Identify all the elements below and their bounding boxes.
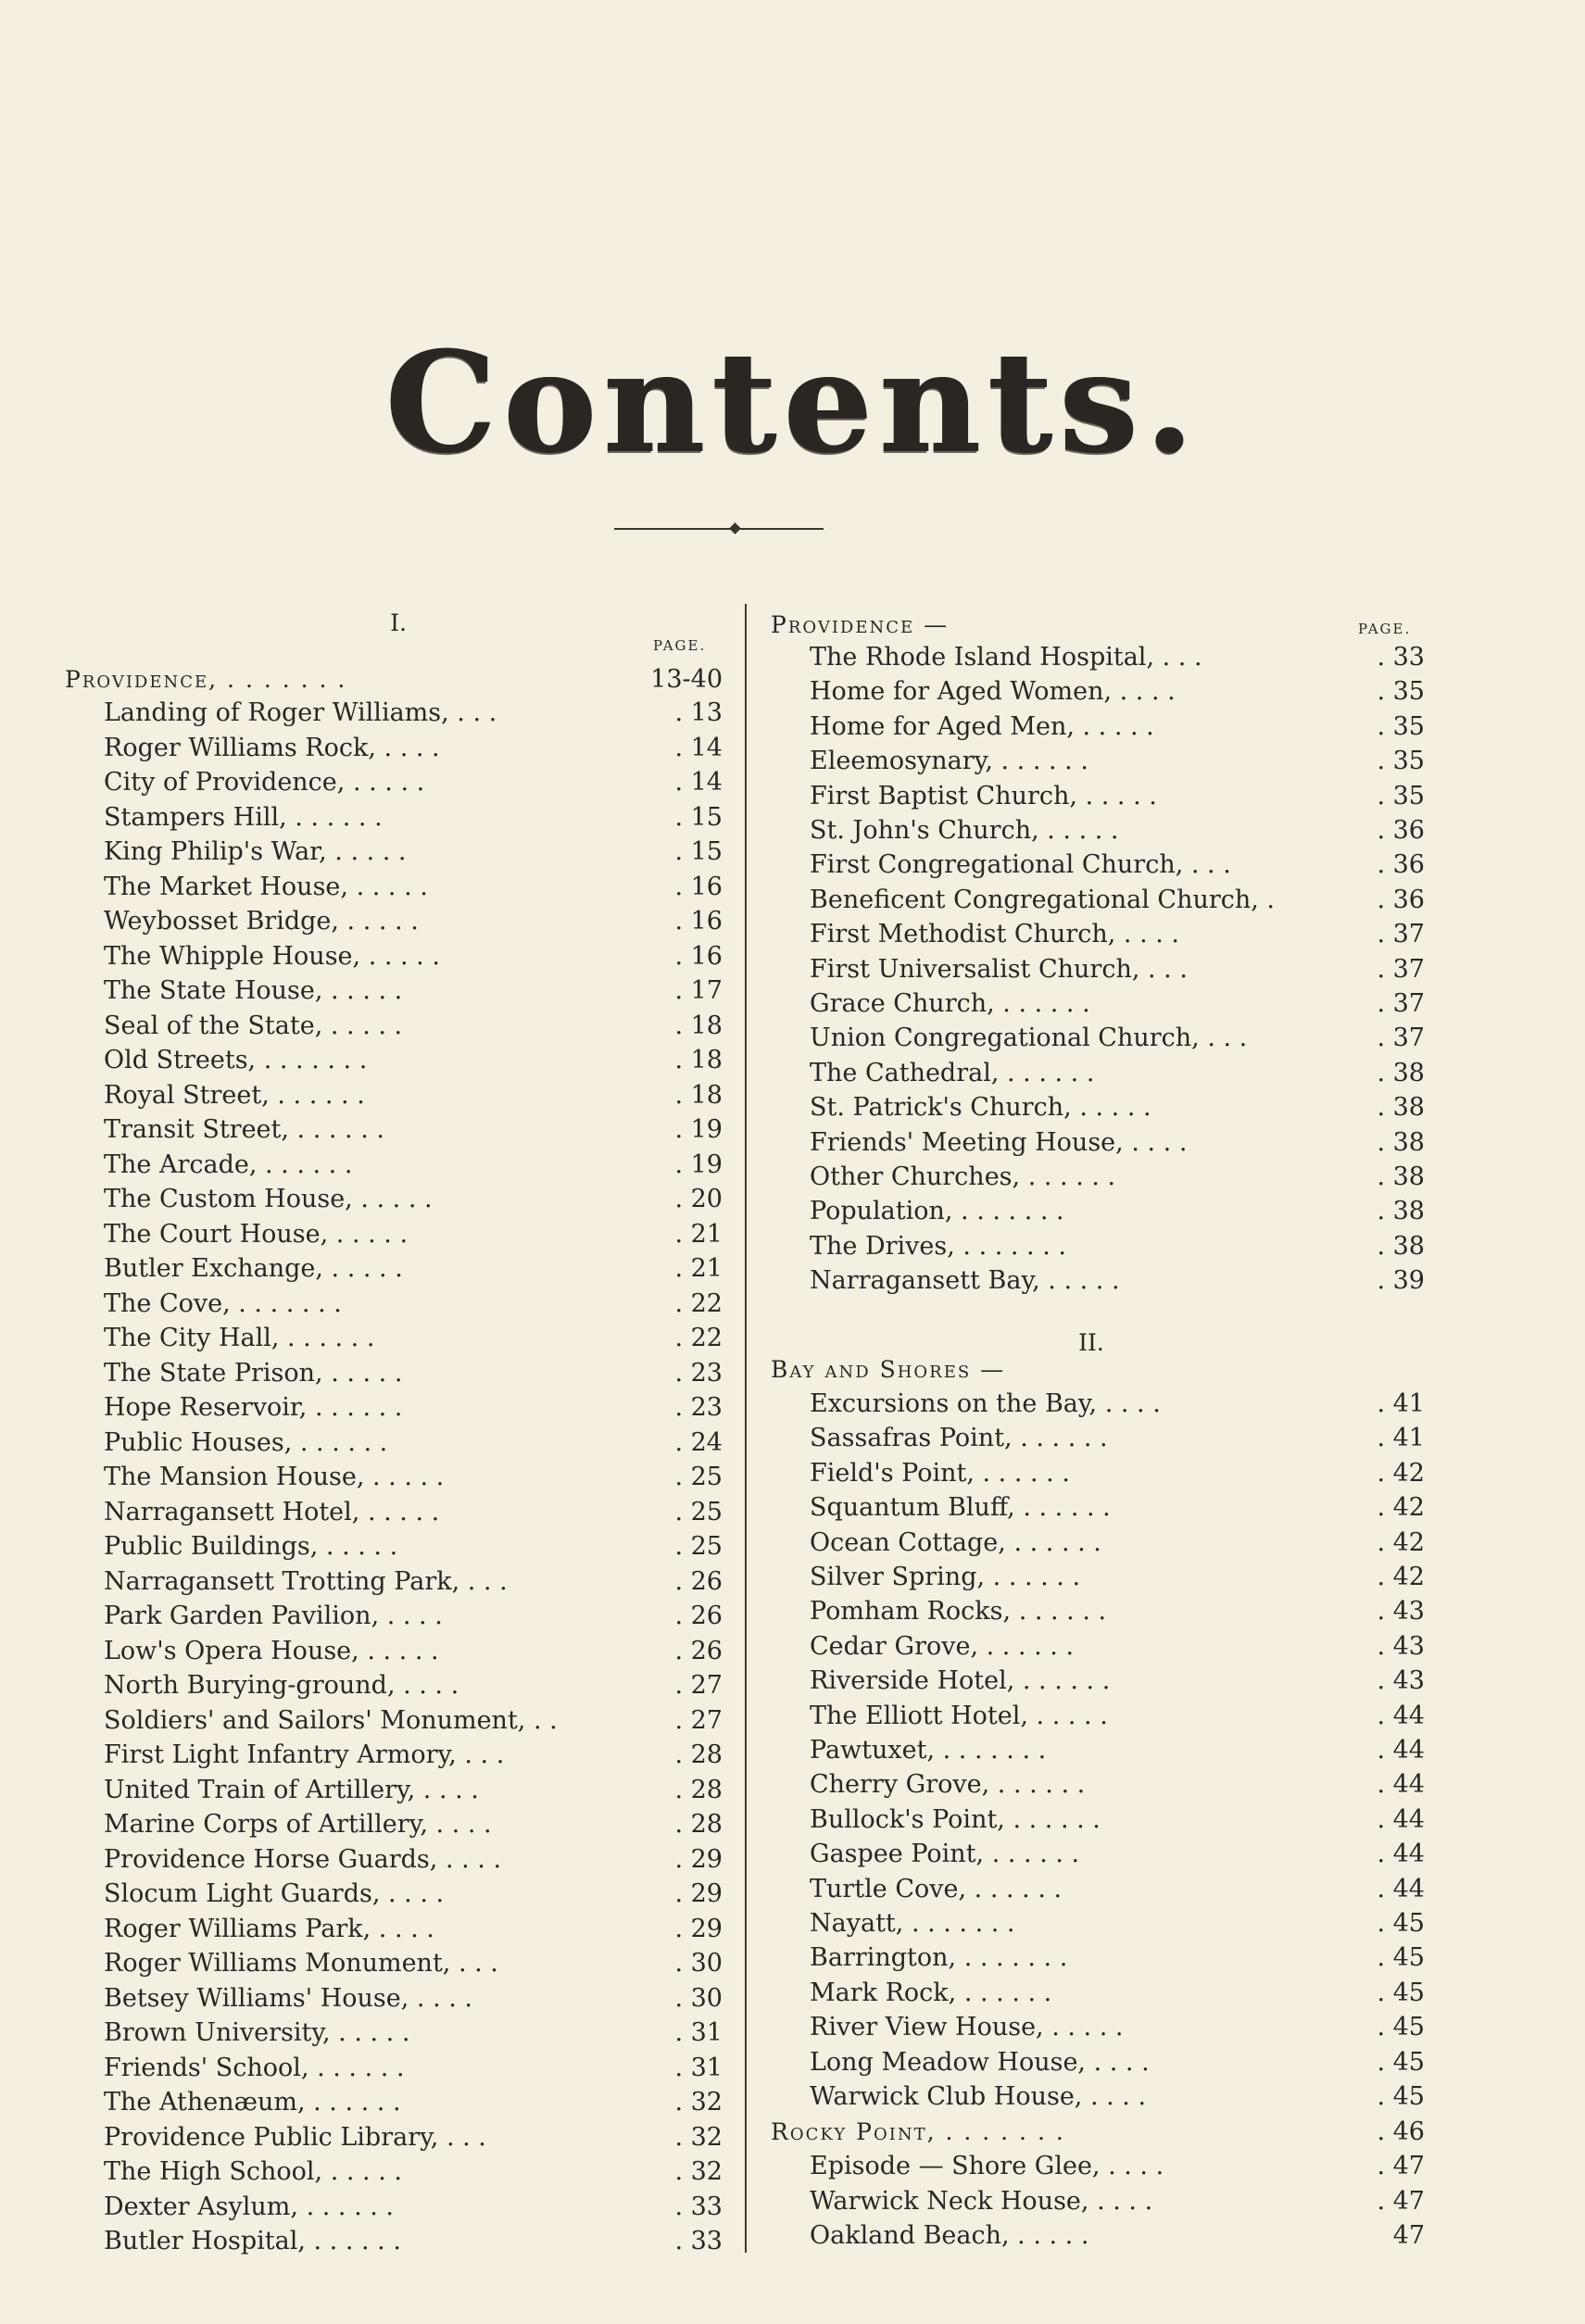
entry-page: . 32 <box>674 2157 723 2186</box>
entry-title: Home for Aged Men, . . . . . <box>810 711 1154 741</box>
entry-page: . 25 <box>674 1463 723 1491</box>
page-label-right: PAGE. <box>1358 621 1412 637</box>
toc-entry[interactable] <box>810 848 1425 882</box>
toc-entry[interactable] <box>104 1981 723 2016</box>
toc-entry[interactable] <box>104 1703 723 1738</box>
entry-title: Dexter Asylum, . . . . . . <box>104 2192 394 2221</box>
entry-title: Pawtuxet, . . . . . . . <box>810 1736 1047 1765</box>
entry-title: Rocky Point, . . . . . . . <box>771 2118 1065 2145</box>
entry-page: . 35 <box>1377 677 1425 707</box>
entry-title: First Congregational Church, . . . <box>810 850 1231 880</box>
entry-page: . 16 <box>674 872 723 901</box>
entry-title: Oakland Beach, . . . . . <box>810 2221 1089 2250</box>
entry-title: Nayatt, . . . . . . . <box>810 1909 1015 1938</box>
toc-entry[interactable] <box>104 1321 723 1355</box>
toc-entry[interactable] <box>104 1564 723 1599</box>
toc-entry[interactable] <box>104 1148 723 1182</box>
toc-entry[interactable] <box>810 813 1425 848</box>
toc-entry[interactable] <box>104 1251 723 1286</box>
toc-entry[interactable] <box>810 1976 1425 2010</box>
toc-entry[interactable] <box>104 2224 723 2258</box>
entry-page: . 14 <box>674 768 723 797</box>
entry-title: Friends' Meeting House, . . . . <box>810 1127 1188 1157</box>
entry-title: First Methodist Church, . . . . <box>810 920 1179 949</box>
entry-page: . 31 <box>674 2018 723 2047</box>
toc-entry[interactable] <box>104 765 723 799</box>
toc-entry[interactable] <box>104 1460 723 1494</box>
toc-entry[interactable] <box>810 2079 1425 2114</box>
entry-title: North Burying-ground, . . . . <box>104 1671 459 1700</box>
entry-title: St. John's Church, . . . . . <box>810 816 1119 845</box>
toc-entry[interactable] <box>104 939 723 974</box>
entry-title: St. Patrick's Church, . . . . . <box>810 1093 1151 1123</box>
entry-page: . 36 <box>1377 885 1425 914</box>
entry-title: The High School, . . . . . <box>104 2157 402 2186</box>
entry-title: The State Prison, . . . . . <box>104 1358 403 1388</box>
toc-entry[interactable] <box>104 1529 723 1564</box>
toc-entry[interactable] <box>810 2184 1425 2218</box>
toc-entry[interactable] <box>104 2120 723 2154</box>
entry-title: Beneficent Congregational Church, . <box>810 885 1276 914</box>
entry-page: . 27 <box>674 1705 723 1735</box>
entry-title: Betsey Williams' House, . . . . <box>104 1983 472 2013</box>
toc-entry[interactable] <box>810 1629 1425 1664</box>
entry-title: The Drives, . . . . . . . <box>810 1231 1066 1261</box>
toc-entry[interactable] <box>810 674 1425 709</box>
toc-entry[interactable] <box>810 640 1425 674</box>
toc-entry[interactable] <box>810 779 1425 813</box>
toc-entry[interactable] <box>810 1837 1425 1871</box>
toc-entry[interactable] <box>810 883 1425 917</box>
entry-title: River View House, . . . . . <box>810 2013 1124 2042</box>
toc-entry[interactable] <box>810 2045 1425 2079</box>
entry-title: The State House, . . . . . <box>104 976 403 1005</box>
entry-title: The Athenæum, . . . . . . <box>104 2088 401 2117</box>
entry-title: Pomham Rocks, . . . . . . <box>810 1597 1107 1627</box>
entry-page: . 42 <box>1377 1458 1425 1488</box>
entry-title: Eleemosynary, . . . . . . <box>810 747 1088 776</box>
entry-page: . 29 <box>674 1879 723 1908</box>
entry-page: . 32 <box>674 2122 723 2152</box>
entry-title: Mark Rock, . . . . . . <box>810 1978 1052 2007</box>
entry-page: . 16 <box>674 941 723 971</box>
entry-page: . 29 <box>674 1844 723 1874</box>
entry-page: . 44 <box>1377 1701 1425 1730</box>
entry-title: Soldiers' and Sailors' Monument, . . <box>104 1705 558 1735</box>
entry-page: . 35 <box>1377 781 1425 810</box>
entry-title: Stampers Hill, . . . . . . <box>104 802 383 832</box>
section-number-right: II. <box>1078 1329 1104 1356</box>
entry-page: . 33 <box>674 2192 723 2221</box>
entry-title: Butler Hospital, . . . . . . <box>104 2227 401 2255</box>
entry-title: Riverside Hotel, . . . . . . <box>810 1666 1111 1696</box>
title-rule <box>614 528 824 530</box>
entry-title: Cedar Grove, . . . . . . <box>810 1631 1075 1661</box>
entry-page: . 25 <box>674 1497 723 1526</box>
entry-title: First Light Infantry Armory, . . . <box>104 1740 505 1769</box>
toc-entry[interactable] <box>104 1912 723 1946</box>
entry-title: Royal Street, . . . . . . <box>104 1080 365 1110</box>
entry-title: The Cove, . . . . . . . <box>104 1288 342 1318</box>
toc-entry[interactable] <box>104 2051 723 2085</box>
entry-page: . 28 <box>674 1775 723 1804</box>
toc-entry[interactable] <box>104 1668 723 1702</box>
toc-entry[interactable] <box>104 1599 723 1633</box>
toc-entry[interactable] <box>104 2154 723 2189</box>
toc-entry[interactable] <box>810 744 1425 778</box>
toc-entry[interactable] <box>104 1043 723 1077</box>
entry-page: . 44 <box>1377 1804 1425 1834</box>
toc-entry[interactable] <box>104 800 723 835</box>
page-label-left: PAGE. <box>653 637 707 654</box>
entry-page: . 21 <box>674 1219 723 1249</box>
entry-title: Roger Williams Monument, . . . <box>104 1949 498 1978</box>
entry-title: Ocean Cottage, . . . . . . <box>810 1527 1101 1557</box>
entry-page: . 37 <box>1377 920 1425 949</box>
toc-entry[interactable] <box>810 1021 1425 1055</box>
rule-ornament <box>729 522 741 534</box>
entry-page: 13-40 <box>650 665 723 694</box>
entry-title: Seal of the State, . . . . . <box>104 1011 403 1040</box>
toc-entry[interactable] <box>810 1526 1425 1560</box>
toc-entry[interactable] <box>104 1807 723 1841</box>
entry-page: . 16 <box>674 907 723 936</box>
entry-title: Field's Point, . . . . . . <box>810 1458 1070 1488</box>
entry-page: . 46 <box>1377 2117 1425 2146</box>
toc-entry[interactable] <box>104 1738 723 1772</box>
entry-title: Providence Horse Guards, . . . . <box>104 1844 502 1874</box>
toc-entry[interactable] <box>104 1634 723 1668</box>
entry-title: Union Congregational Church, . . . <box>810 1024 1248 1053</box>
entry-title: Narragansett Bay, . . . . . <box>810 1266 1120 1296</box>
entry-page: . 45 <box>1377 1909 1425 1938</box>
entry-page: . 33 <box>1377 643 1425 672</box>
entry-title: Home for Aged Women, . . . . <box>810 677 1176 707</box>
entry-title: City of Providence, . . . . . <box>104 768 425 797</box>
entry-page: . 45 <box>1377 2013 1425 2042</box>
entry-page: . 36 <box>1377 850 1425 880</box>
entry-title: Sassafras Point, . . . . . . <box>810 1424 1108 1453</box>
section-header-providence-cont: Providence — <box>771 611 950 638</box>
entry-title: Grace Church, . . . . . . <box>810 989 1090 1018</box>
toc-entry[interactable] <box>810 1594 1425 1628</box>
entry-page: . 36 <box>1377 816 1425 845</box>
entry-title: Long Meadow House, . . . . <box>810 2047 1150 2077</box>
toc-entry[interactable] <box>104 1217 723 1251</box>
page-title: Contents. <box>384 321 1201 484</box>
toc-entry[interactable] <box>104 2016 723 2050</box>
entry-page: . 44 <box>1377 1874 1425 1903</box>
entry-page: . 25 <box>674 1532 723 1561</box>
entry-page: . 38 <box>1377 1197 1425 1226</box>
entry-title: Bullock's Point, . . . . . . <box>810 1804 1101 1834</box>
section-header-providence[interactable] <box>65 662 723 697</box>
entry-page: . 45 <box>1377 1978 1425 2007</box>
toc-entry[interactable] <box>104 696 723 730</box>
entry-page: . 42 <box>1377 1493 1425 1523</box>
entry-title: The Cathedral, . . . . . . <box>810 1058 1095 1087</box>
toc-entry[interactable] <box>810 1560 1425 1594</box>
entry-title: Landing of Roger Williams, . . . <box>104 698 497 727</box>
entry-title: Butler Exchange, . . . . . <box>104 1254 403 1283</box>
entry-title: Narragansett Hotel, . . . . . <box>104 1497 440 1526</box>
entry-title: Friends' School, . . . . . . <box>104 2053 405 2082</box>
toc-entry[interactable] <box>104 1009 723 1043</box>
entry-page: . 38 <box>1377 1093 1425 1123</box>
entry-page: . 47 <box>1377 2186 1425 2216</box>
toc-entry[interactable] <box>104 1842 723 1877</box>
entry-page: . 38 <box>1377 1058 1425 1087</box>
entry-title: Narragansett Trotting Park, . . . <box>104 1566 508 1596</box>
toc-entry[interactable] <box>810 1421 1425 1455</box>
toc-entry[interactable] <box>104 835 723 869</box>
toc-entry[interactable] <box>104 731 723 765</box>
toc-entry[interactable] <box>810 1387 1425 1421</box>
section-header-rocky-point[interactable] <box>771 2115 1425 2149</box>
entry-title: The Market House, . . . . . <box>104 872 428 901</box>
entry-title: Roger Williams Rock, . . . . <box>104 733 440 762</box>
entry-page: . 44 <box>1377 1736 1425 1765</box>
entry-title: The Whipple House, . . . . . <box>104 941 440 971</box>
entry-title: Population, . . . . . . . <box>810 1197 1064 1226</box>
toc-entry[interactable] <box>104 1877 723 1911</box>
entry-page: . 26 <box>674 1566 723 1596</box>
entry-page: . 37 <box>1377 989 1425 1018</box>
entry-page: . 18 <box>674 1080 723 1110</box>
toc-entry[interactable] <box>104 2085 723 2119</box>
entry-title: Squantum Bluff, . . . . . . <box>810 1493 1111 1523</box>
entry-page: . 39 <box>1377 1266 1425 1296</box>
entry-title: The Elliott Hotel, . . . . . <box>810 1701 1108 1730</box>
section-number-left: I. <box>390 609 407 636</box>
entry-title: The Mansion House, . . . . . <box>104 1463 445 1491</box>
column-divider <box>745 604 747 2253</box>
entry-page: . 26 <box>674 1602 723 1630</box>
entry-title: Cherry Grove, . . . . . . <box>810 1770 1086 1800</box>
toc-entry[interactable] <box>810 1490 1425 1525</box>
entry-page: . 20 <box>674 1185 723 1213</box>
toc-entry[interactable] <box>104 1426 723 1460</box>
entry-title: Public Buildings, . . . . . <box>104 1532 398 1561</box>
entry-title: Marine Corps of Artillery, . . . . <box>104 1810 492 1839</box>
toc-entry[interactable] <box>810 2010 1425 2044</box>
section-header-bay-and-shores: Bay and Shores — <box>771 1356 1006 1383</box>
toc-entry[interactable] <box>810 917 1425 951</box>
entry-title: Brown University, . . . . . <box>104 2018 410 2047</box>
entry-title: First Universalist Church, . . . <box>810 954 1188 984</box>
entry-title: Weybosset Bridge, . . . . . <box>104 907 419 936</box>
toc-entry[interactable] <box>810 1664 1425 1698</box>
entry-page: 47 <box>1392 2221 1425 2250</box>
toc-entry[interactable] <box>104 870 723 904</box>
toc-entry[interactable] <box>810 1906 1425 1941</box>
entry-title: Gaspee Point, . . . . . . <box>810 1840 1080 1869</box>
entry-title: Warwick Neck House, . . . . <box>810 2186 1153 2216</box>
entry-title: The Rhode Island Hospital, . . . <box>810 643 1202 672</box>
entry-page: . 47 <box>1377 2152 1425 2180</box>
toc-entry[interactable] <box>104 1495 723 1529</box>
toc-entry[interactable] <box>810 1194 1425 1228</box>
toc-entry[interactable] <box>810 986 1425 1021</box>
entry-title: Public Houses, . . . . . . <box>104 1427 388 1457</box>
entry-title: Hope Reservoir, . . . . . . <box>104 1393 403 1422</box>
entry-title: The City Hall, . . . . . . <box>104 1324 375 1352</box>
entry-page: . 15 <box>674 802 723 832</box>
toc-entry[interactable] <box>810 2218 1425 2253</box>
toc-entry[interactable] <box>810 1056 1425 1090</box>
entry-title: Silver Spring, . . . . . . <box>810 1563 1081 1591</box>
entry-page: . 24 <box>674 1427 723 1457</box>
entry-page: . 37 <box>1377 1024 1425 1053</box>
entry-title: King Philip's War, . . . . . <box>104 837 407 866</box>
toc-entry[interactable] <box>810 1872 1425 1906</box>
entry-page: . 31 <box>674 2053 723 2082</box>
entry-title: Other Churches, . . . . . . <box>810 1162 1116 1191</box>
entry-title: Roger Williams Park, . . . . <box>104 1914 434 1943</box>
entry-page: . 42 <box>1377 1563 1425 1591</box>
entry-page: . 41 <box>1377 1424 1425 1453</box>
toc-entry[interactable] <box>104 1287 723 1321</box>
entry-page: . 43 <box>1377 1666 1425 1696</box>
entry-page: . 28 <box>674 1810 723 1839</box>
entry-page: . 23 <box>674 1393 723 1422</box>
entry-page: . 45 <box>1377 2047 1425 2077</box>
toc-entry[interactable] <box>104 1946 723 1980</box>
toc-entry[interactable] <box>810 710 1425 744</box>
entry-page: . 35 <box>1377 711 1425 741</box>
entry-page: . 19 <box>674 1149 723 1179</box>
entry-title: The Court House, . . . . . <box>104 1219 409 1249</box>
toc-entry[interactable] <box>810 1767 1425 1802</box>
entry-page: . 38 <box>1377 1231 1425 1261</box>
entry-title: Excursions on the Bay, . . . . <box>810 1389 1161 1418</box>
entry-page: . 38 <box>1377 1127 1425 1157</box>
entry-page: . 38 <box>1377 1162 1425 1191</box>
entry-page: . 44 <box>1377 1840 1425 1869</box>
entry-page: . 27 <box>674 1671 723 1700</box>
toc-entry[interactable] <box>810 1263 1425 1298</box>
entry-page: . 14 <box>674 733 723 762</box>
entry-title: Episode — Shore Glee, . . . . <box>810 2152 1164 2180</box>
entry-page: . 21 <box>674 1254 723 1283</box>
entry-title: The Custom House, . . . . . <box>104 1185 433 1213</box>
toc-entry[interactable] <box>104 2190 723 2224</box>
toc-entry[interactable] <box>810 1229 1425 1263</box>
entry-page: . 30 <box>674 1949 723 1978</box>
entry-page: . 42 <box>1377 1527 1425 1557</box>
toc-entry[interactable] <box>104 1112 723 1147</box>
entry-page: . 23 <box>674 1358 723 1388</box>
entry-page: . 44 <box>1377 1770 1425 1800</box>
entry-title: Slocum Light Guards, . . . . <box>104 1879 445 1908</box>
entry-page: . 18 <box>674 1011 723 1040</box>
entry-page: . 19 <box>674 1115 723 1144</box>
toc-entry[interactable] <box>810 1699 1425 1733</box>
toc-entry[interactable] <box>810 1803 1425 1837</box>
entry-title: Low's Opera House, . . . . . <box>104 1636 439 1665</box>
entry-page: . 45 <box>1377 1943 1425 1973</box>
entry-page: . 28 <box>674 1740 723 1769</box>
entry-page: . 15 <box>674 837 723 866</box>
entry-page: . 13 <box>674 698 723 727</box>
entry-page: . 41 <box>1377 1389 1425 1418</box>
toc-entry[interactable] <box>810 952 1425 986</box>
entry-title: Providence, . . . . . . . <box>65 666 347 693</box>
entry-page: . 33 <box>674 2227 723 2255</box>
toc-entry[interactable] <box>810 2149 1425 2183</box>
entry-page: . 29 <box>674 1914 723 1943</box>
toc-entry[interactable] <box>810 1090 1425 1124</box>
entry-page: . 18 <box>674 1046 723 1074</box>
entry-page: . 37 <box>1377 954 1425 984</box>
entry-page: . 22 <box>674 1288 723 1318</box>
toc-entry[interactable] <box>810 1733 1425 1767</box>
entry-page: . 32 <box>674 2088 723 2117</box>
entry-page: . 43 <box>1377 1597 1425 1627</box>
entry-page: . 45 <box>1377 2082 1425 2111</box>
toc-entry[interactable] <box>810 1125 1425 1160</box>
entry-page: . 22 <box>674 1324 723 1352</box>
entry-page: . 17 <box>674 976 723 1005</box>
entry-title: Warwick Club House, . . . . <box>810 2082 1147 2111</box>
entry-page: . 35 <box>1377 747 1425 776</box>
entry-title: Barrington, . . . . . . . <box>810 1943 1068 1973</box>
entry-title: Providence Public Library, . . . <box>104 2122 486 2152</box>
entry-title: United Train of Artillery, . . . . <box>104 1775 479 1804</box>
entry-title: Park Garden Pavilion, . . . . <box>104 1602 443 1630</box>
entry-page: . 26 <box>674 1636 723 1665</box>
toc-entry[interactable] <box>104 904 723 938</box>
toc-entry[interactable] <box>810 1160 1425 1194</box>
entry-title: Turtle Cove, . . . . . . <box>810 1874 1063 1903</box>
entry-title: First Baptist Church, . . . . . <box>810 781 1157 810</box>
entry-title: Transit Street, . . . . . . <box>104 1115 384 1144</box>
toc-entry[interactable] <box>104 1356 723 1390</box>
toc-entry[interactable] <box>810 1456 1425 1490</box>
entry-page: . 43 <box>1377 1631 1425 1661</box>
toc-entry[interactable] <box>810 1941 1425 1975</box>
toc-entry[interactable] <box>104 1182 723 1216</box>
toc-entry[interactable] <box>104 974 723 1008</box>
entry-page: . 30 <box>674 1983 723 2013</box>
toc-entry[interactable] <box>104 1390 723 1425</box>
toc-entry[interactable] <box>104 1773 723 1807</box>
entry-title: Old Streets, . . . . . . . <box>104 1046 368 1074</box>
toc-entry[interactable] <box>104 1078 723 1112</box>
entry-title: The Arcade, . . . . . . <box>104 1149 353 1179</box>
